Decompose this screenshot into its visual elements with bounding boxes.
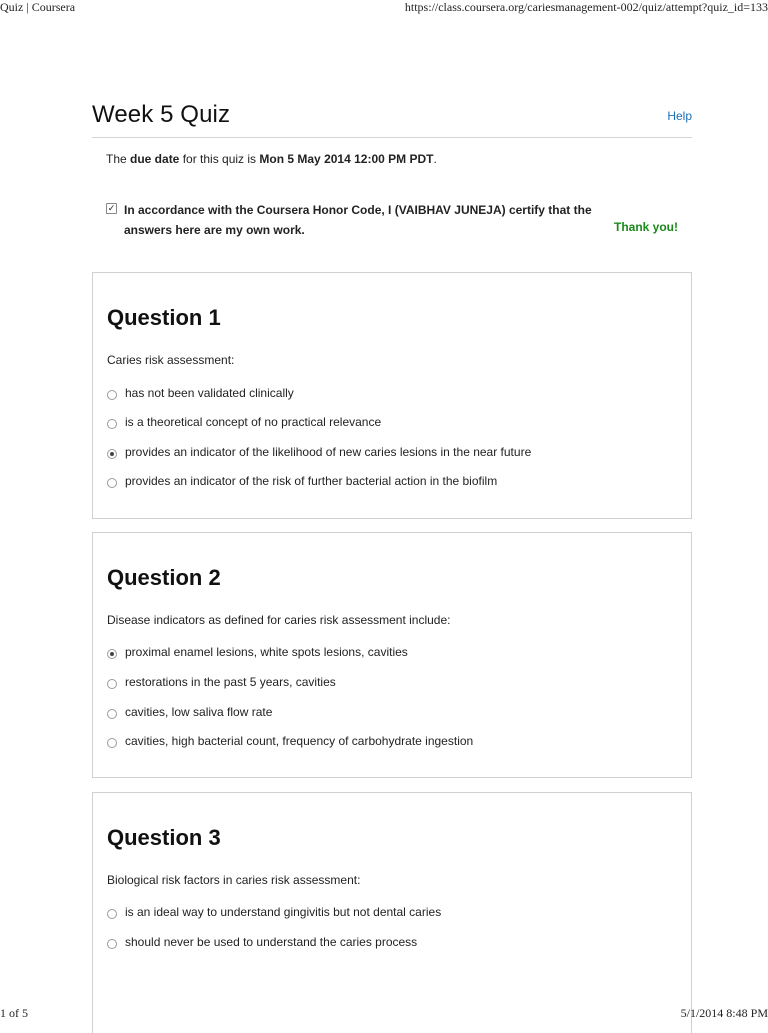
title-row: [92, 101, 692, 138]
due-date-value: Mon 5 May 2014 12:00 PM PDT: [259, 152, 434, 166]
question-title: Question 2: [107, 565, 221, 590]
question-title: Question 1: [107, 305, 221, 330]
honor-code-section: [106, 200, 678, 240]
print-header-url: https://class.coursera.org/cariesmanagement-002/quiz/attempt?quiz_id=133: [404, 0, 768, 14]
question-prompt: Disease indicators as defined for caries risk assessment include:: [107, 613, 451, 627]
answer-option[interactable]: [107, 675, 677, 695]
due-prefix: The: [106, 152, 131, 166]
answer-option[interactable]: [107, 415, 677, 435]
print-header-title: Quiz | Coursera: [0, 0, 76, 14]
answer-option[interactable]: [107, 734, 677, 754]
answer-option-label[interactable]: proximal enamel lesions, white spots lesions, cavities: [125, 645, 408, 659]
print-header: [0, 0, 768, 16]
answer-option[interactable]: [107, 645, 677, 665]
answer-option-label[interactable]: should never be used to understand the caries process: [125, 935, 418, 949]
answer-option[interactable]: [107, 386, 677, 406]
page-title: Week 5 Quiz: [92, 101, 231, 128]
answer-option-label[interactable]: cavities, low saliva flow rate: [125, 705, 273, 719]
thank-you-message: Thank you!: [613, 220, 678, 234]
due-suffix: .: [433, 152, 437, 166]
radio-button[interactable]: [107, 449, 117, 459]
question-3-box: [92, 792, 692, 1033]
print-footer: [0, 1006, 768, 1022]
radio-button[interactable]: [107, 390, 117, 400]
answer-option[interactable]: [107, 474, 677, 494]
due-date-line: [106, 152, 437, 166]
honor-code-statement: [124, 200, 644, 240]
answer-option-label[interactable]: is an ideal way to understand gingivitis but not dental caries: [125, 905, 442, 919]
due-middle: for this quiz is: [179, 152, 260, 166]
answer-option[interactable]: [107, 445, 677, 465]
radio-button[interactable]: [107, 939, 117, 949]
answer-option-label[interactable]: has not been validated clinically: [125, 386, 294, 400]
question-prompt: Biological risk factors in caries risk assessment:: [107, 873, 361, 887]
question-prompt: Caries risk assessment:: [107, 353, 235, 367]
help-link[interactable]: Help: [667, 109, 692, 123]
radio-button[interactable]: [107, 909, 117, 919]
radio-button[interactable]: [107, 649, 117, 659]
radio-button[interactable]: [107, 478, 117, 488]
due-date-label: due date: [130, 152, 180, 166]
answer-option-label[interactable]: restorations in the past 5 years, cavities: [125, 675, 336, 689]
page-count: 1 of 5: [0, 1006, 28, 1020]
radio-button[interactable]: [107, 709, 117, 719]
honor-code-line-2: answers here are my own work.: [124, 223, 305, 237]
answer-option-label[interactable]: cavities, high bacterial count, frequency of carbohydrate ingestion: [125, 734, 474, 748]
radio-button[interactable]: [107, 738, 117, 748]
answer-option[interactable]: [107, 935, 677, 955]
answer-option-label[interactable]: provides an indicator of the risk of further bacterial action in the biofilm: [125, 474, 498, 488]
honor-code-line-1: In accordance with the Coursera Honor Code, I (VAIBHAV JUNEJA) certify that the: [124, 203, 592, 217]
question-1-box: [92, 272, 692, 519]
answer-option[interactable]: [107, 705, 677, 725]
answer-option[interactable]: [107, 905, 677, 925]
radio-button[interactable]: [107, 679, 117, 689]
question-2-box: [92, 532, 692, 778]
answer-option-label[interactable]: is a theoretical concept of no practical relevance: [125, 415, 382, 429]
answer-option-label[interactable]: provides an indicator of the likelihood of new caries lesions in the near future: [125, 445, 532, 459]
radio-button[interactable]: [107, 419, 117, 429]
honor-code-checkbox[interactable]: ✓: [107, 203, 116, 213]
question-title: Question 3: [107, 825, 221, 850]
print-timestamp: 5/1/2014 8:48 PM: [680, 1006, 768, 1020]
